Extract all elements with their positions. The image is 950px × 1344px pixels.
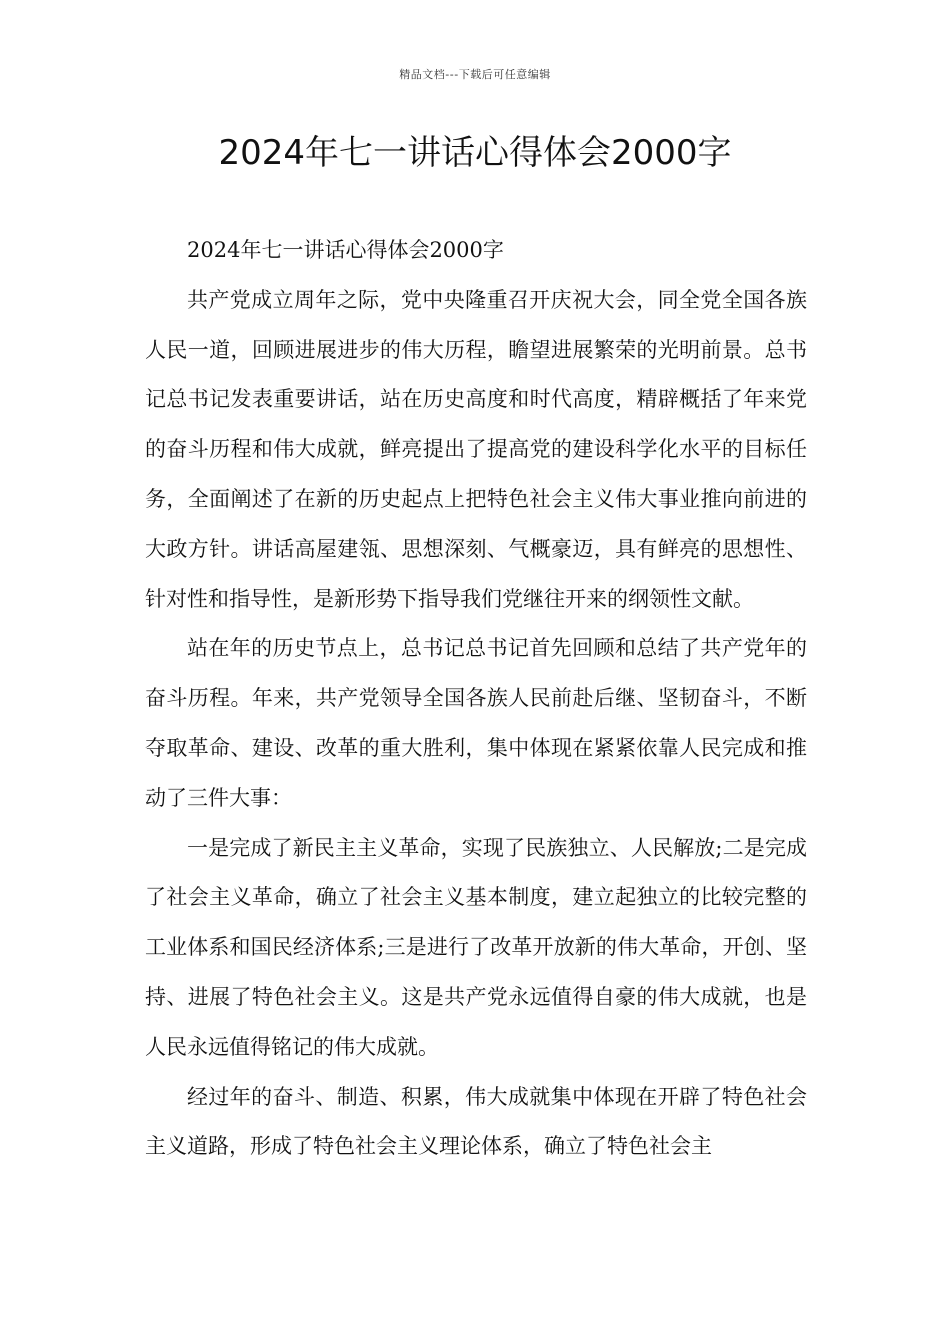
paragraph: 站在年的历史节点上，总书记总书记首先回顾和总结了共产党年的奋斗历程。年来，共产党领导全国各族人民前赴后继、坚韧奋斗，不断夺取革命、建设、改革的重大胜利，集中体现在紧紧依靠人民完成和推动了三件大事： [145,636,807,810]
header-note: 精品文档---下载后可任意编辑 [399,68,551,81]
paragraph-subtitle: 2024年七一讲话心得体会2000字 [187,238,504,262]
document-title: 2024年七一讲话心得体会2000字 [218,133,732,173]
paragraph: 经过年的奋斗、制造、积累，伟大成就集中体现在开辟了特色社会主义道路，形成了特色社会主义理论体系，确立了特色社会主 [145,1084,807,1159]
paragraph: 一是完成了新民主主义革命，实现了民族独立、人民解放;二是完成了社会主义革命，确立了社会主义基本制度，建立起独立的比较完整的工业体系和国民经济体系;三是进行了改革开放新的伟大革命，开创、坚持、进展了特色社会主义。这是共产党永远值得自豪的伟大成就，也是人民永远值得铭记的伟大成就。 [145,835,807,1059]
paragraph: 共产党成立周年之际，党中央隆重召开庆祝大会，同全党全国各族人民一道，回顾进展进步的伟大历程，瞻望进展繁荣的光明前景。总书记总书记发表重要讲话，站在历史高度和时代高度，精辟概括了年来党的奋斗历程和伟大成就，鲜亮提出了提高党的建设科学化水平的目标任务，全面阐述了在新的历史起点上把特色社会主义伟大事业推向前进的大政方针。讲话高屋建瓴、思想深刻、气概豪迈，具有鲜亮的思想性、针对性和指导性，是新形势下指导我们党继往开来的纲领性文献。 [145,287,807,611]
document-body [145,226,807,1172]
